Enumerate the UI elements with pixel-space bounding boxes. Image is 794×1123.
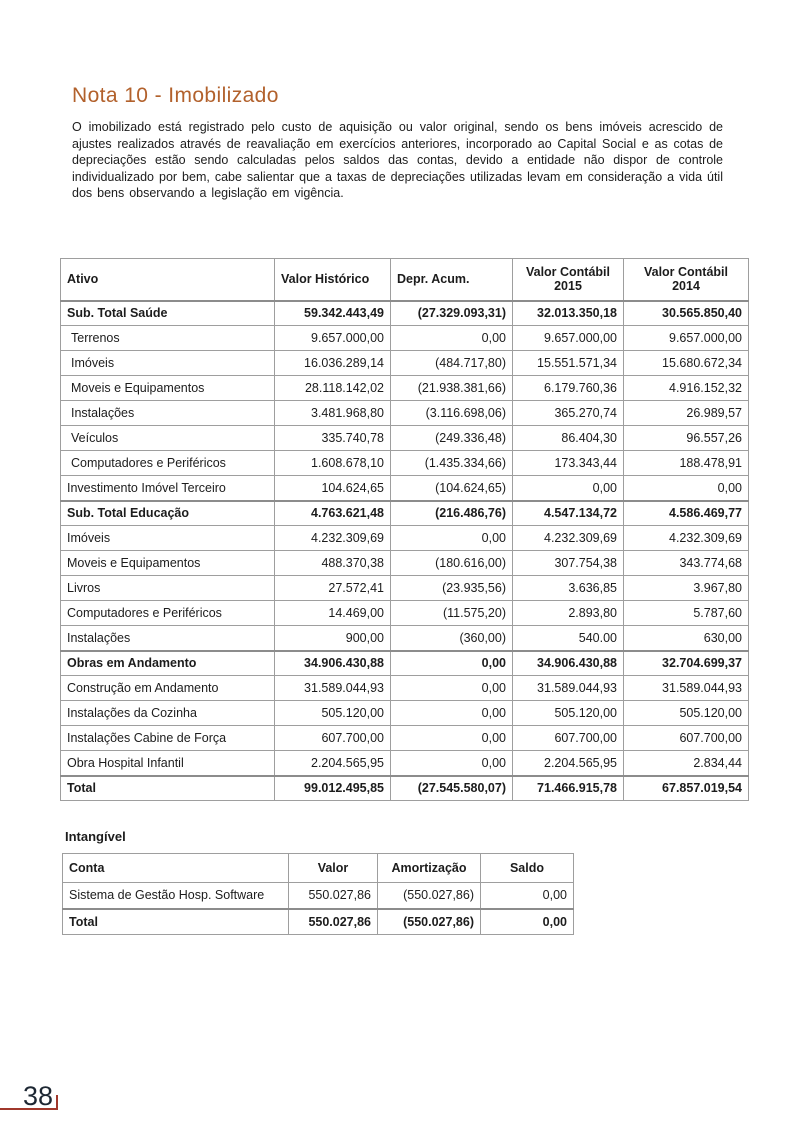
- value-cell: 173.343,44: [513, 451, 624, 476]
- row-label-cell: Imóveis: [61, 351, 275, 376]
- table-row: [61, 626, 749, 651]
- value-cell: (3.116.698,06): [391, 401, 513, 426]
- value-cell: 34.906.430,88: [275, 651, 391, 676]
- value-cell: (484.717,80): [391, 351, 513, 376]
- footer-corner-line: [0, 1095, 58, 1110]
- value-cell: 0,00: [391, 751, 513, 776]
- value-cell: 9.657.000,00: [624, 326, 749, 351]
- row-label-cell: Total: [63, 909, 289, 935]
- table-row: [61, 451, 749, 476]
- value-cell: 607.700,00: [624, 726, 749, 751]
- row-label-cell: Sub. Total Saúde: [61, 301, 275, 326]
- value-cell: 607.700,00: [275, 726, 391, 751]
- column-header: Conta: [63, 854, 289, 883]
- value-cell: 104.624,65: [275, 476, 391, 501]
- value-cell: 365.270,74: [513, 401, 624, 426]
- value-cell: (180.616,00): [391, 551, 513, 576]
- value-cell: 307.754,38: [513, 551, 624, 576]
- value-cell: 27.572,41: [275, 576, 391, 601]
- value-cell: 4.547.134,72: [513, 501, 624, 526]
- value-cell: 550.027,86: [289, 883, 378, 909]
- value-cell: 31.589.044,93: [275, 676, 391, 701]
- value-cell: 188.478,91: [624, 451, 749, 476]
- row-label-cell: Obras em Andamento: [61, 651, 275, 676]
- table-row: [61, 751, 749, 776]
- value-cell: 34.906.430,88: [513, 651, 624, 676]
- value-cell: 343.774,68: [624, 551, 749, 576]
- value-cell: 4.916.152,32: [624, 376, 749, 401]
- header-row: [61, 259, 749, 301]
- row-label-cell: Instalações: [61, 626, 275, 651]
- page-number: 38: [23, 1081, 54, 1111]
- table-row: [61, 726, 749, 751]
- value-cell: 31.589.044,93: [624, 676, 749, 701]
- value-cell: (23.935,56): [391, 576, 513, 601]
- row-label-cell: Imóveis: [61, 526, 275, 551]
- value-cell: 3.481.968,80: [275, 401, 391, 426]
- value-cell: 4.763.621,48: [275, 501, 391, 526]
- column-header: Depr. Acum.: [391, 259, 513, 301]
- value-cell: 0,00: [391, 726, 513, 751]
- value-cell: 0,00: [391, 326, 513, 351]
- value-cell: (27.329.093,31): [391, 301, 513, 326]
- table-row: [61, 326, 749, 351]
- value-cell: 0,00: [391, 526, 513, 551]
- value-cell: (360,00): [391, 626, 513, 651]
- row-label-cell: Sistema de Gestão Hosp. Software: [63, 883, 289, 909]
- table-row: [61, 351, 749, 376]
- value-cell: 505.120,00: [624, 701, 749, 726]
- value-cell: (27.545.580,07): [391, 776, 513, 801]
- table-row: [63, 909, 574, 935]
- value-cell: 607.700,00: [513, 726, 624, 751]
- table-row: [61, 426, 749, 451]
- value-cell: 28.118.142,02: [275, 376, 391, 401]
- column-header: Valor Histórico: [275, 259, 391, 301]
- column-header: Valor: [289, 854, 378, 883]
- table-row: [61, 301, 749, 326]
- value-cell: (249.336,48): [391, 426, 513, 451]
- value-cell: 505.120,00: [513, 701, 624, 726]
- value-cell: 32.704.699,37: [624, 651, 749, 676]
- value-cell: 0,00: [513, 476, 624, 501]
- value-cell: 15.680.672,34: [624, 351, 749, 376]
- value-cell: 0,00: [391, 701, 513, 726]
- value-cell: 2.834,44: [624, 751, 749, 776]
- value-cell: (104.624,65): [391, 476, 513, 501]
- value-cell: 2.893,80: [513, 601, 624, 626]
- value-cell: 6.179.760,36: [513, 376, 624, 401]
- value-cell: 540.00: [513, 626, 624, 651]
- value-cell: 1.608.678,10: [275, 451, 391, 476]
- row-label-cell: Instalações Cabine de Força: [61, 726, 275, 751]
- table-row: [61, 576, 749, 601]
- row-label-cell: Veículos: [61, 426, 275, 451]
- row-label-cell: Sub. Total Educação: [61, 501, 275, 526]
- value-cell: 2.204.565,95: [513, 751, 624, 776]
- header-row: [63, 854, 574, 883]
- value-cell: 15.551.571,34: [513, 351, 624, 376]
- value-cell: 2.204.565,95: [275, 751, 391, 776]
- row-label-cell: Obra Hospital Infantil: [61, 751, 275, 776]
- value-cell: 31.589.044,93: [513, 676, 624, 701]
- row-label-cell: Investimento Imóvel Terceiro: [61, 476, 275, 501]
- table-row: [61, 401, 749, 426]
- value-cell: 4.586.469,77: [624, 501, 749, 526]
- value-cell: 9.657.000,00: [513, 326, 624, 351]
- value-cell: 96.557,26: [624, 426, 749, 451]
- page-title: Nota 10 - Imobilizado: [72, 84, 279, 107]
- intro-paragraph: O imobilizado está registrado pelo custo de aquisição ou valor original, sendo os bens imóveis acrescido de ajustes realizados através de reavaliação em exercícios anteriores, incorporado ao Capital Social e as cotas de depreciações estão sendo calculadas pelos saldos das contas, devido a entidade não dispor de controle individualizado por bem, cabe salientar que a taxas de depreciações utilizadas levam em consideração a vida útil dos bens observando a legislação em vigência.: [72, 120, 723, 200]
- row-label-cell: Instalações: [61, 401, 275, 426]
- value-cell: 59.342.443,49: [275, 301, 391, 326]
- table-row: [61, 701, 749, 726]
- row-label-cell: Total: [61, 776, 275, 801]
- value-cell: 9.657.000,00: [275, 326, 391, 351]
- table-row: [61, 651, 749, 676]
- value-cell: 4.232.309,69: [275, 526, 391, 551]
- value-cell: 26.989,57: [624, 401, 749, 426]
- value-cell: 32.013.350,18: [513, 301, 624, 326]
- value-cell: (21.938.381,66): [391, 376, 513, 401]
- value-cell: 4.232.309,69: [513, 526, 624, 551]
- fixed-assets-table: [60, 258, 749, 801]
- value-cell: 335.740,78: [275, 426, 391, 451]
- column-header: Valor Contábil 2014: [624, 259, 749, 301]
- row-label-cell: Moveis e Equipamentos: [61, 551, 275, 576]
- value-cell: 0,00: [391, 651, 513, 676]
- table-row: [61, 676, 749, 701]
- value-cell: 0,00: [624, 476, 749, 501]
- column-header: Ativo: [61, 259, 275, 301]
- value-cell: 86.404,30: [513, 426, 624, 451]
- table-row: [61, 776, 749, 801]
- value-cell: 3.636,85: [513, 576, 624, 601]
- value-cell: 3.967,80: [624, 576, 749, 601]
- value-cell: (1.435.334,66): [391, 451, 513, 476]
- intangible-section-title: Intangível: [65, 829, 126, 844]
- column-header: Amortização: [378, 854, 481, 883]
- table-row: [61, 526, 749, 551]
- column-header: Valor Contábil 2015: [513, 259, 624, 301]
- row-label-cell: Computadores e Periféricos: [61, 451, 275, 476]
- table-row: [63, 883, 574, 909]
- value-cell: 30.565.850,40: [624, 301, 749, 326]
- value-cell: 505.120,00: [275, 701, 391, 726]
- value-cell: 488.370,38: [275, 551, 391, 576]
- value-cell: 900,00: [275, 626, 391, 651]
- table-row: [61, 601, 749, 626]
- value-cell: 0,00: [481, 883, 574, 909]
- table-row: [61, 551, 749, 576]
- column-header: Saldo: [481, 854, 574, 883]
- row-label-cell: Construção em Andamento: [61, 676, 275, 701]
- row-label-cell: Computadores e Periféricos: [61, 601, 275, 626]
- value-cell: 14.469,00: [275, 601, 391, 626]
- value-cell: (550.027,86): [378, 883, 481, 909]
- value-cell: 99.012.495,85: [275, 776, 391, 801]
- value-cell: 4.232.309,69: [624, 526, 749, 551]
- value-cell: (11.575,20): [391, 601, 513, 626]
- value-cell: 550.027,86: [289, 909, 378, 935]
- value-cell: (216.486,76): [391, 501, 513, 526]
- value-cell: 0,00: [391, 676, 513, 701]
- value-cell: 71.466.915,78: [513, 776, 624, 801]
- value-cell: 630,00: [624, 626, 749, 651]
- value-cell: (550.027,86): [378, 909, 481, 935]
- row-label-cell: Moveis e Equipamentos: [61, 376, 275, 401]
- value-cell: 16.036.289,14: [275, 351, 391, 376]
- table-row: [61, 501, 749, 526]
- row-label-cell: Instalações da Cozinha: [61, 701, 275, 726]
- value-cell: 5.787,60: [624, 601, 749, 626]
- row-label-cell: Livros: [61, 576, 275, 601]
- row-label-cell: Terrenos: [61, 326, 275, 351]
- value-cell: 67.857.019,54: [624, 776, 749, 801]
- table-row: [61, 476, 749, 501]
- value-cell: 0,00: [481, 909, 574, 935]
- table-row: [61, 376, 749, 401]
- intangible-table: [62, 853, 574, 935]
